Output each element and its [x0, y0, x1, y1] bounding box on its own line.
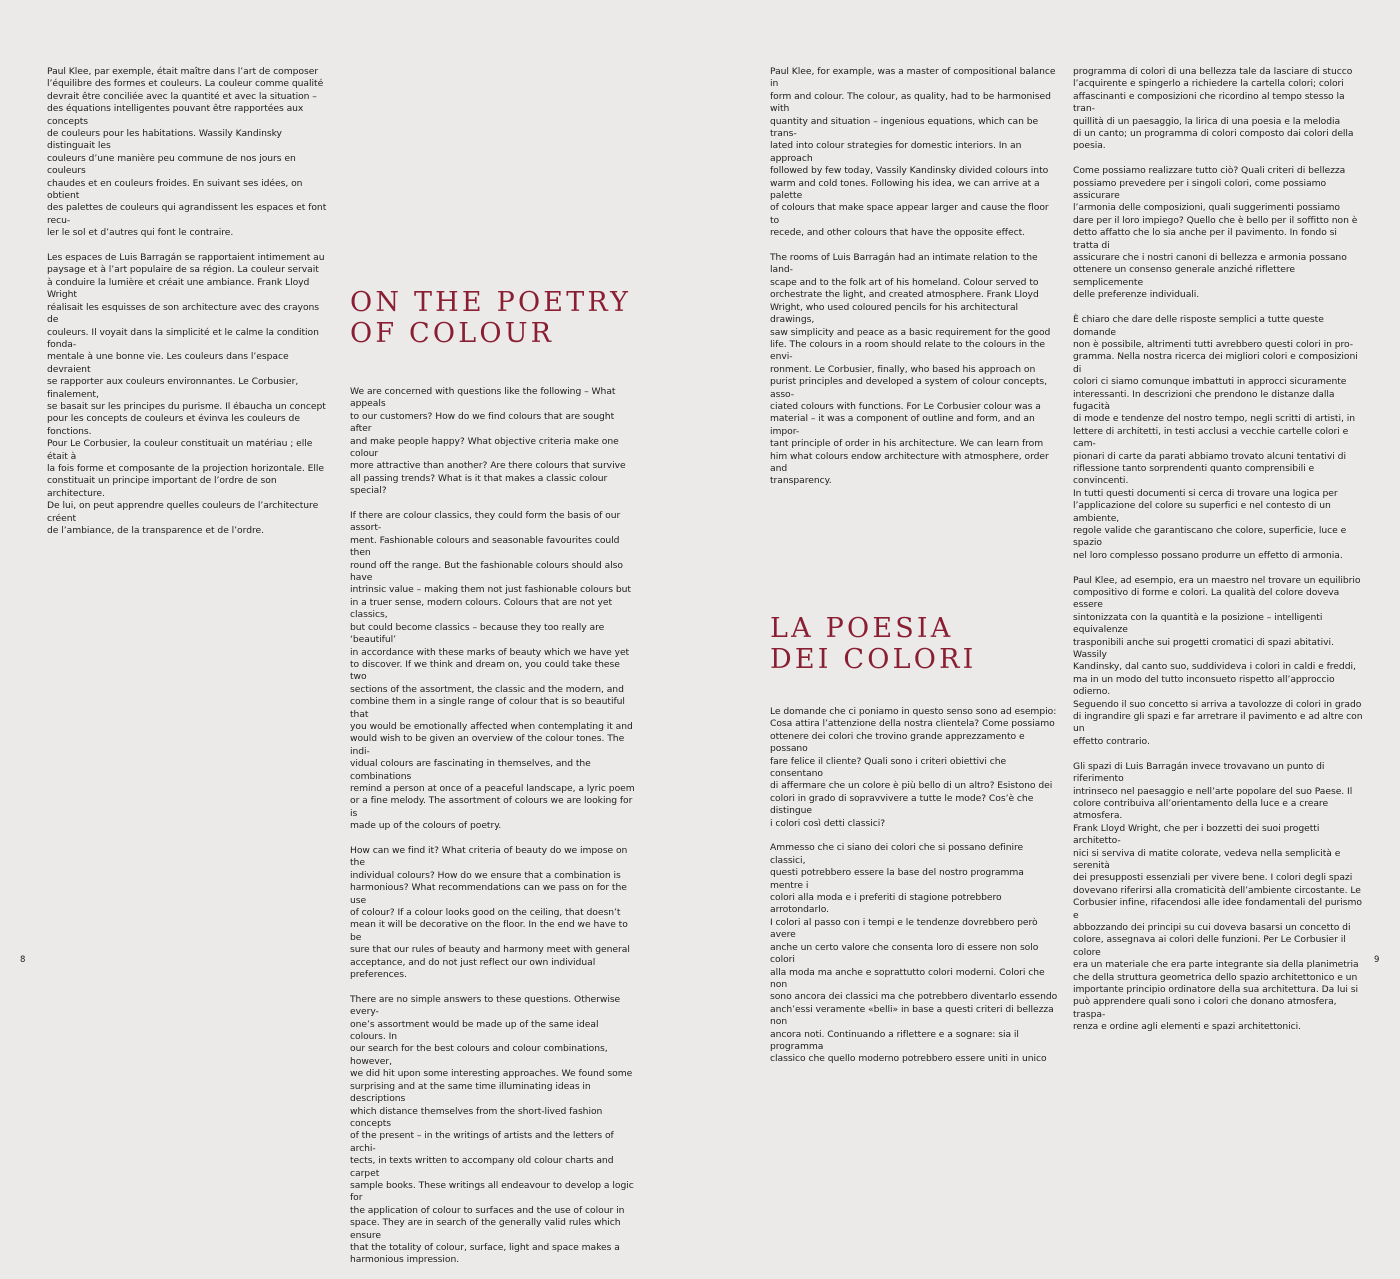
english-heading: ON THE POETRY OF COLOUR	[350, 287, 632, 349]
paragraph: Paul Klee, for example, was a master of compositional balance in form and colour. The colour, as quality, had to be harmonised with quantity and situation – ingenious equations, which can be trans- lated into colour strategies for domestic interiors. In an approach followed by few today, Vassily Kandinsky divided colours into warm and cold tones. Following his idea, we can arrive at a palette of colours that make space appear larger and cause the floor to recede, and other colours that have the opposite effect.	[770, 66, 1056, 239]
paragraph: The rooms of Luis Barragán had an intimate relation to the land- scape and to the folk art of his homeland. Colour served to orchestrate the light, and created atmosphere. Frank Lloyd Wright, who used coloured pencils for his architectural drawings, saw simplicity and peace as a basic requirement for the good life. The colours in a room should relate to the colours in the envi- ronment. Le Corbusier, finally, who based his approach on purist principles and developed a system of colour concepts, asso- ciated colours with functions. For Le Corbusier colour was a material – it was a component of outline and form, and an impor- tant principle of order in his architecture. We can learn from him what colours endow architecture with atmosphere, order and transparency.	[770, 252, 1051, 487]
paragraph: Les espaces de Luis Barragán se rapportaient intimement au paysage et à l’art populaire de sa région. La couleur servait à conduire la lumière et créait une ambiance. Frank Lloyd Wright réalisait les esquisses de son architecture avec des crayons de couleurs. Il voyait dans la simplicité et le calme la condition fonda- mentale à une bonne vie. Les couleurs dans l’espace devraient se rapporter aux couleurs environnantes. Le Corbusier, finalement, se basait sur les principes du purisme. Il ébaucha un concept pour les concepts de couleurs et évinva les couleurs de fonctions. Pour Le Corbusier, la couleur constituait un matériau ; elle était à la fois forme et composante de la projection horizontale. Elle constituait un principe important de l’ordre de son architecture. De lui, on peut apprendre quelles couleurs de l’architecture créent de l’ambiance, de la transparence et de l’ordre.	[47, 252, 326, 537]
paragraph: We are concerned with questions like the following – What appeals to our customers? How do we find colours that are sought after and make people happy? What objective criteria make one colour more attractive than another? Are there colours that survive all passing trends? What is it that makes a classic colour special?	[350, 386, 626, 497]
paragraph: Ammesso che ci siano dei colori che si possano definire classici, questi potrebbero essere la base del nostro programma mentre i colori alla moda e i preferiti di stagione potrebbero arrotondarlo. I colori al passo con i tempi e le tendenze dovrebbero però avere anche un certo valore che consenta loro di essere non solo colori alla moda ma anche e soprattutto colori moderni. Colori che non sono ancora dei classici ma che potrebbero diventarlo essendo anch’essi veramente «belli» in base a questi criteri di bellezza non ancora noti. Continuando a riflettere e a sognare: sia il programma classico che quello moderno potrebbero essere uniti in unico	[770, 842, 1058, 1065]
english-continued-column	[770, 66, 1058, 500]
paragraph: Paul Klee, ad esempio, era un maestro nel trovare un equilibrio compositivo di forme e colori. La qualità del colore doveva essere sintonizzata con la quantità e la posizione – intelligenti equivalenze trasponibili anche sui progetti cromatici di spazi abitativi. Wassily Kandinsky, dal canto suo, suddivideva i colori in caldi e freddi, ma in un modo del tutto inconsueto rispetto all’approccio odierno. Seguendo il suo concetto si arriva a tavolozze di colori in grado di ingrandire gli spazi e far arretrare il pavimento e ad altre con un effetto contrario.	[1073, 574, 1363, 747]
italian-text-column-1	[770, 706, 1058, 1078]
paragraph: Come possiamo realizzare tutto ciò? Quali criteri di bellezza possiamo prevedere per i singoli colori, come possiamo assicurare l’armonia delle composizioni, quali suggerimenti possiamo dare per il loro impiego? Quello che è bello per il soffitto non è detto affatto che lo sia anche per il pavimento. In fondo si tratta di assicurare che i nostri canoni di bellezza e armonia possano ottenere un consenso generale anziché riflettere semplicemente delle preferenze individuali.	[1073, 165, 1358, 301]
italian-text-column-2	[1073, 66, 1365, 1046]
paragraph: There are no simple answers to these questions. Otherwise every- one’s assortment would be made up of the same ideal colours. In our search for the best colours and colour combinations, however, we did hit upon some interesting approaches. We found some surprising and at the same time illuminating ideas in descriptions which distance themselves from the short-lived fashion concepts of the present – in the writings of artists and the letters of archi- tects, in texts written to accompany old colour charts and carpet sample books. These writings all endeavour to develop a logic for the application of colour to surfaces and the use of colour in space. They are in search of the generally valid rules which ensure that the totality of colour, surface, light and space makes a harmonious impression.	[350, 993, 634, 1266]
italian-heading: LA POESIA DEI COLORI	[770, 613, 977, 675]
paragraph: programma di colori di una bellezza tale da lasciare di stucco l’acquirente e spingerlo a richiedere la cartella colori; colori affascinanti e composizioni che ricordino al tempo stesso la tran- quillità di un paesaggio, la lirica di una poesia e la melodia di un canto; un programma di colori composto dai colori della poesia.	[1073, 66, 1354, 152]
paragraph: If there are colour classics, they could form the basis of our assort- ment. Fashionable colours and seasonable favourites could then round off the range. But the fashionable colours should also have intrinsic value – making them not just fashionable colours but in a truer sense, modern colours. Colours that are not yet classics, but could become classics – because they too really are ‘beautiful’ in accordance with these marks of beauty which we have yet to discover. If we think and dream on, you could take these two sections of the assortment, the classic and the modern, and combine them in a single range of colour that is so beautiful that you would be emotionally affected when contemplating it and would wish to be given an overview of the colour tones. The indi- vidual colours are fascinating in themselves, and the combinations remind a person at once of a peaceful landscape, a lyric poem or a fine melody. The assortment of colours we are looking for is made up of the colours of poetry.	[350, 510, 635, 832]
english-text-column	[350, 386, 635, 1279]
paragraph: Le domande che ci poniamo in questo senso sono ad esempio: Cosa attira l’attenzione della nostra clientela? Come possiamo ottenere dei colori che trovino grande apprezzamento e possano fare felice il cliente? Quali sono i criteri obiettivi che consentano di affermare che un colore è più bello di un altro? Esistono dei colori in grado di sopravvivere a tutte le mode? Cos’è che distingue i colori così detti classici?	[770, 706, 1057, 829]
paragraph: Gli spazi di Luis Barragán invece trovavano un punto di riferimento intrinseco nel paesaggio e nell’arte popolare del suo Paese. Il colore contribuiva all’orientamento della luce e a creare atmosfera. Frank Lloyd Wright, che per i bozzetti dei suoi progetti architetto- nici si serviva di matite colorate, vedeva nella semplicità e serenità dei presupposti essenziali per vivere bene. I colori degli spazi dovevano riferirsi alla cromaticità dell’ambiente circostante. Le Corbusier infine, rifacendosi alle idee fondamentali del purismo e abbozzando dei principi su cui doveva basarsi un concetto di colore, assegnava ai colori delle funzioni. Per Le Corbusier il colore era un materiale che era parte integrante sia della planimetria che della struttura geometrica dello spazio architettonico e un importante principio ordinatore della sua architettura. Da lui si può apprendere quali sono i colori che donano atmosfera, traspa- renza e ordine agli elementi e spazi architettonici.	[1073, 760, 1362, 1033]
french-text-column	[47, 66, 332, 550]
page-number-left: 8	[20, 955, 26, 965]
paragraph: Paul Klee, par exemple, était maître dans l’art de composer l’équilibre des formes et couleurs. La couleur comme qualité devrait être conciliée avec la quantité et avec la situation – des équations intelligentes pouvant être rapportées aux concepts de couleurs pour les habitations. Wassily Kandinsky distinguait les couleurs d’une manière peu commune de nos jours en couleurs chaudes et en couleurs froides. En suivant ses idées, on obtient des palettes de couleurs qui agrandissent les espaces et font recu- ler le sol et d’autres qui font le contraire.	[47, 66, 327, 239]
page-number-right: 9	[1374, 955, 1380, 965]
paragraph: How can we find it? What criteria of beauty do we impose on the individual colours? How do we ensure that a combination is harmonious? What recommendations can we pass on for the use of colour? If a colour looks good on the ceiling, that doesn’t mean it will be decorative on the floor. In the end we have to be sure that our rules of beauty and harmony meet with general acceptance, and do not just reflect our own individual preferences.	[350, 845, 630, 981]
paragraph: È chiaro che dare delle risposte semplici a tutte queste domande non è possibile, altrimenti tutti avrebbero questi colori in pro- gramma. Nella nostra ricerca dei migliori colori e composizioni di colori ci siamo comunque imbattuti in approcci sicuramente interessanti. In descrizioni che prendono le distanze dalla fugacità di mode e tendenze del nostro tempo, negli scritti di artisti, in lettere di architetti, in testi acclusi a vecchie cartelle colori e cam- pionari di carte da parati abbiamo trovato alcuni tentativi di riflessione tanto sorprendenti quanto comprensibili e convincenti. In tutti questi documenti si cerca di trovare una logica per l’applicazione del colore su superfici e nel contesto di un ambiente, regole valide che garantiscano che colore, superficie, luce e spazio nel loro complesso possano produrre un effetto di armonia.	[1073, 314, 1358, 561]
